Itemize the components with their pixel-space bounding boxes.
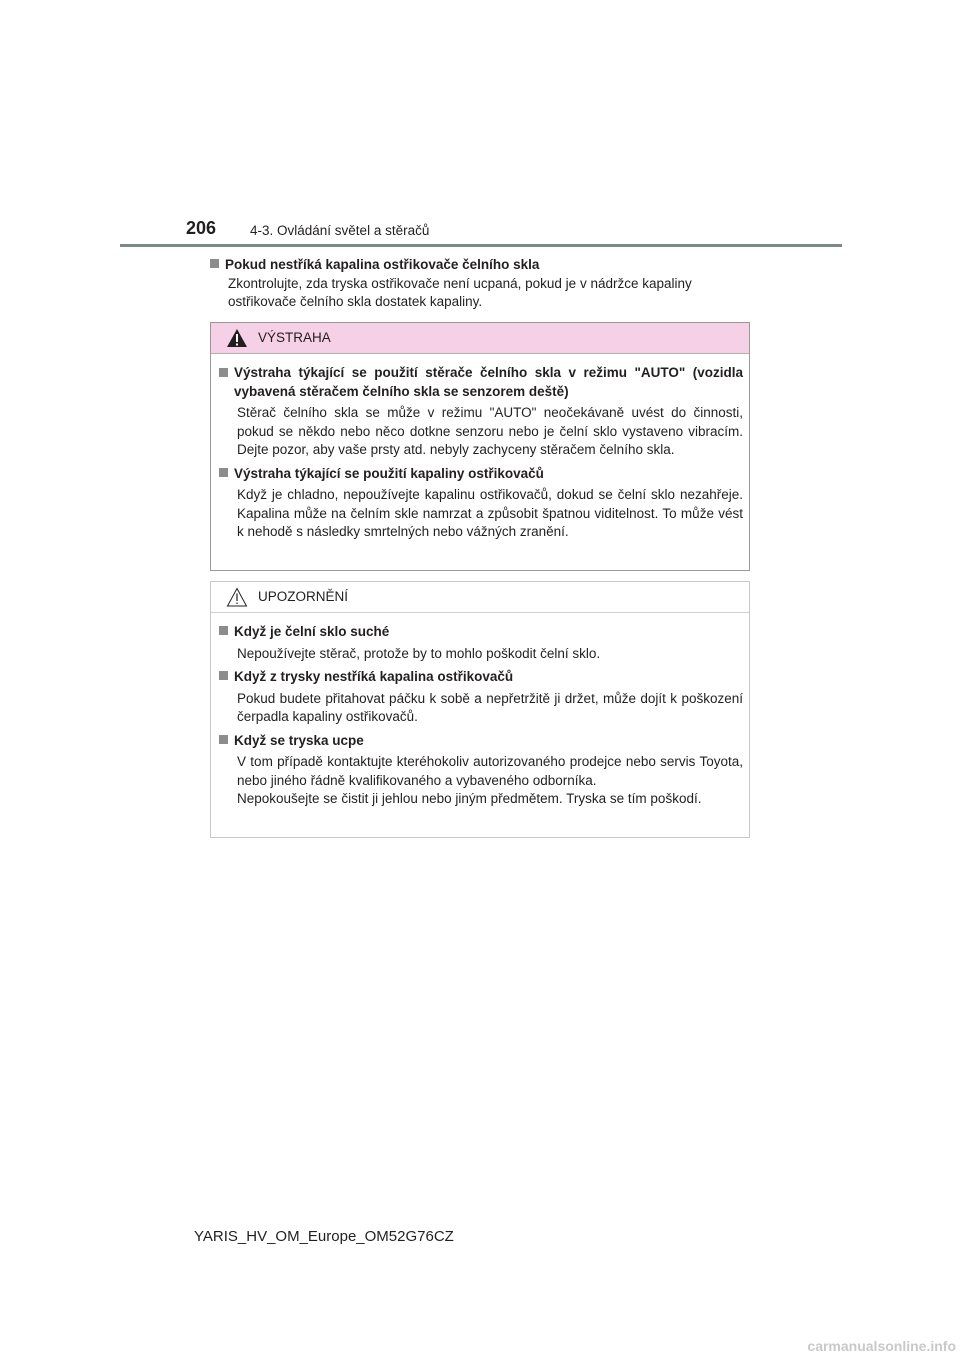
caution-item-text: V tom případě kontaktujte kteréhokoliv autorizovaného prodejce nebo servis Toyota, nebo jiného řádně kvalifikovaného a vybaveného odborníka. (237, 754, 743, 788)
warning-item (219, 465, 743, 542)
warning-item-title-text: Výstraha týkající se použití stěrače čelního skla v režimu "AUTO" (vozidla vybavená stěračem čelního skla se senzorem deště) (234, 365, 743, 399)
warning-triangle-filled-icon (226, 328, 248, 348)
caution-item (219, 623, 743, 663)
caution-item-body (219, 753, 743, 809)
warning-item-title-text: Výstraha týkající se použití kapaliny ostřikovačů (234, 465, 544, 481)
bullet-square-icon (219, 671, 228, 680)
warning-item-body (219, 486, 743, 542)
warning-item-text: Stěrač čelního skla se může v režimu "AUTO" neočekávaně uvést do činnosti, pokud se někdo nebo něco dotkne senzoru nebo je čelní sklo vystaveno vibracím. Dejte pozor, aby vaše prsty atd. nebyly zachyceny stěračem čelního skla. (237, 405, 743, 457)
footer-doc-code: YARIS_HV_OM_Europe_OM52G76CZ (194, 1228, 454, 1245)
header-rule (120, 244, 842, 247)
chapter-title: 4-3. Ovládání světel a stěračů (250, 223, 430, 238)
caution-item-title-text: Když je čelní sklo suché (234, 624, 390, 639)
caution-item-text: Nepokoušejte se čistit ji jehlou nebo jiným předmětem. Tryska se tím poškodí. (237, 791, 702, 806)
bullet-square-icon (219, 368, 228, 377)
bullet-square-icon (219, 468, 228, 477)
caution-item-title (219, 668, 743, 687)
intro-title-text: Pokud nestříká kapalina ostřikovače čelního skla (225, 257, 540, 272)
warning-item-text: Když je chladno, nepoužívejte kapalinu ostřikovačů, dokud se čelní sklo nezahřeje. Kapalina může na čelním skle namrzat a způsobit špatnou viditelnost. To může vést k nehodě s následky smrtelných nebo vážných zranění. (237, 487, 743, 539)
intro-section (210, 256, 750, 312)
intro-text: Zkontrolujte, zda tryska ostřikovače není ucpaná, pokud je v nádržce kapaliny ostřikovače čelního skla dostatek kapaliny. (228, 275, 692, 309)
bullet-square-icon (219, 735, 228, 744)
caution-box-body (211, 613, 749, 809)
caution-item (219, 732, 743, 809)
watermark: carmanualsonline.info (807, 1338, 956, 1354)
caution-item (219, 668, 743, 727)
warning-triangle-outline-icon (226, 587, 248, 607)
warning-item-body (219, 404, 743, 460)
caution-box-header (211, 582, 749, 613)
caution-label: UPOZORNĚNÍ (258, 589, 349, 604)
caution-box (210, 581, 750, 838)
page-header (0, 0, 960, 250)
caution-item-body (219, 645, 743, 664)
caution-item-title-text: Když se tryska ucpe (234, 732, 364, 748)
caution-item-title (219, 623, 743, 642)
caution-item-text: Pokud budete přitahovat páčku k sobě a nepřetržitě ji držet, může dojít k poškození čerpadla kapaliny ostřikovačů. (237, 690, 743, 724)
caution-item-body (219, 690, 743, 727)
bullet-square-icon (210, 259, 219, 268)
bullet-square-icon (219, 626, 228, 635)
warning-item-title (219, 465, 743, 484)
warning-item-title (219, 364, 743, 401)
intro-title (210, 256, 750, 275)
caution-item-text: Nepoužívejte stěrač, protože by to mohlo poškodit čelní sklo. (237, 645, 601, 661)
warning-item (219, 364, 743, 460)
warning-box (210, 322, 750, 571)
caution-item-title-text: Když z trysky nestříká kapalina ostřikovačů (234, 669, 514, 684)
warning-box-body (211, 354, 749, 542)
warning-box-header (211, 323, 749, 354)
warning-label: VÝSTRAHA (258, 330, 331, 345)
page-number: 206 (186, 218, 217, 238)
caution-item-title (219, 732, 743, 751)
